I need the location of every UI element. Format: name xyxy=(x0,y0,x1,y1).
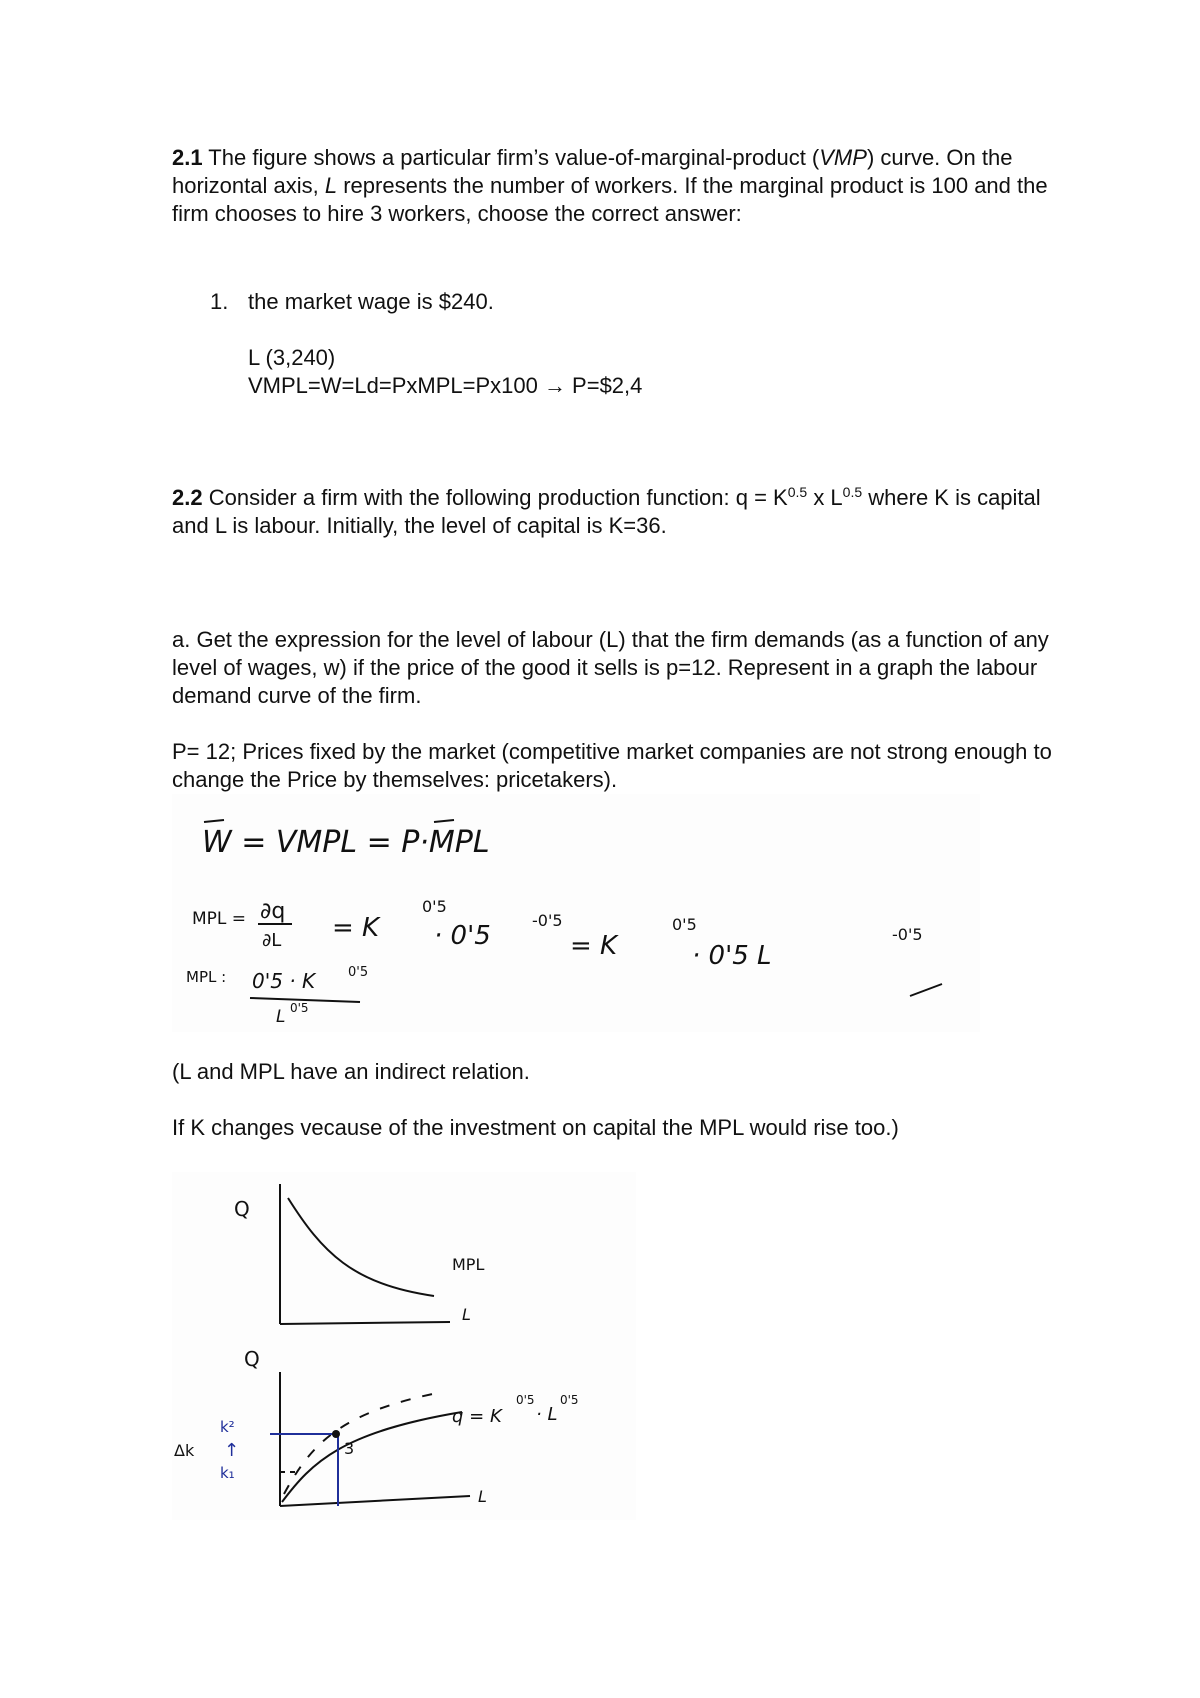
question-2-2-a: a. Get the expression for the level of labour (L) that the firm demands (as a function of any level of wages, w) if the price of the good it sells is p=12. Represent in a graph the labour demand curve of the firm. xyxy=(172,627,1049,708)
question-text: The figure shows a particular firm’s value-of-marginal-product ( xyxy=(202,145,820,170)
handwriting-term: · 0'5 L xyxy=(692,941,772,971)
tangency-point xyxy=(332,1430,340,1438)
bar-mark xyxy=(204,820,224,822)
k-up-arrow-icon: ↑ xyxy=(224,1440,240,1461)
question-text: ) curve. On the horizontal axis, xyxy=(172,145,1013,198)
top-x-axis xyxy=(280,1322,450,1324)
working-line-1: L (3,240) xyxy=(248,345,336,370)
handwriting-exponent: 0'5 xyxy=(290,1001,309,1015)
note-line-1: (L and MPL have an indirect relation. xyxy=(172,1059,530,1084)
exponent: 0.5 xyxy=(787,484,808,500)
mpl-label-2: MPL : xyxy=(186,968,227,986)
mpl-curve xyxy=(288,1198,434,1296)
working-equation: VMPL=W=Ld=PxMPL=Px100 xyxy=(248,373,544,398)
delta-k-label: Δk xyxy=(174,1441,195,1460)
question-label: 2.2 xyxy=(172,485,203,510)
exponent: 0.5 xyxy=(842,484,863,500)
working-result: P=$2,4 xyxy=(565,373,643,398)
bottom-y-axis-label: Q xyxy=(244,1347,260,1371)
bottom-x-axis xyxy=(280,1496,470,1506)
handwriting-term: = K xyxy=(570,931,618,961)
note-line-2: If K changes vecause of the investment on capital the MPL would rise too.) xyxy=(172,1115,899,1140)
bottom-x-axis-label: L xyxy=(478,1487,487,1506)
production-curve-k2 xyxy=(284,1392,442,1494)
mpl-denominator: L xyxy=(276,1007,286,1027)
handwriting-exponent: 0'5 xyxy=(422,897,447,916)
point-label: 3 xyxy=(344,1439,355,1458)
handwriting-svg xyxy=(172,794,980,1032)
question-text: Consider a firm with the following production function: q = K xyxy=(202,485,788,510)
mpl-label: MPL = xyxy=(192,909,247,929)
price-statement: P= 12; Prices fixed by the market (competitive market companies are not strong enough to change the Price by themselves: pricetakers). xyxy=(172,739,1052,792)
question-label: 2.1 xyxy=(172,145,203,170)
function-exponent: 0'5 xyxy=(560,1393,579,1407)
question-text: represents the number of workers. If the marginal product is 100 and the firm chooses to hire 3 workers, choose the correct answer: xyxy=(172,173,1048,226)
answer-item xyxy=(210,288,1090,316)
handwriting-exponent: 0'5 xyxy=(348,965,369,980)
top-y-axis-label: Q xyxy=(234,1197,250,1221)
sketch-svg xyxy=(172,1172,636,1520)
working-block xyxy=(248,344,1128,400)
l-term: L xyxy=(324,173,338,198)
k1-label: k₁ xyxy=(220,1464,235,1482)
answer-number: 1. xyxy=(210,289,229,314)
question-2-1 xyxy=(172,144,1052,228)
sketch-graphs-image xyxy=(172,1172,636,1520)
function-label: q = K xyxy=(452,1406,502,1427)
handwriting-line-1: W = VMPL = P·MPL xyxy=(202,825,490,860)
pen-stroke xyxy=(910,984,942,996)
question-2-2 xyxy=(172,484,1052,540)
mpl-numerator: 0'5 · K xyxy=(252,969,316,993)
handwriting-term: = K xyxy=(332,913,380,943)
handwritten-derivation-image xyxy=(172,794,980,1032)
handwriting-exponent: -0'5 xyxy=(532,911,563,930)
question-text: x L xyxy=(807,485,843,510)
working-line-2 xyxy=(248,372,1128,400)
function-exponent: 0'5 xyxy=(516,1393,535,1407)
answer-text: the market wage is $240. xyxy=(248,289,494,314)
vmp-term: VMP xyxy=(819,145,867,170)
bar-mark xyxy=(434,820,454,822)
function-label: · L xyxy=(536,1404,558,1425)
top-curve-label: MPL xyxy=(452,1255,485,1274)
handwriting-exponent: -0'5 xyxy=(892,925,923,944)
handwriting-exponent: 0'5 xyxy=(672,915,697,934)
question-text: where K is capital and L is labour. Initially, the level of capital is K=36. xyxy=(172,485,1041,538)
partial-denominator: ∂L xyxy=(262,930,282,951)
partial-numerator: ∂q xyxy=(260,899,286,924)
k2-label: k² xyxy=(220,1418,235,1436)
top-x-axis-label: L xyxy=(462,1305,471,1324)
arrow-icon: → xyxy=(543,373,566,398)
handwriting-term: · 0'5 xyxy=(434,921,491,951)
